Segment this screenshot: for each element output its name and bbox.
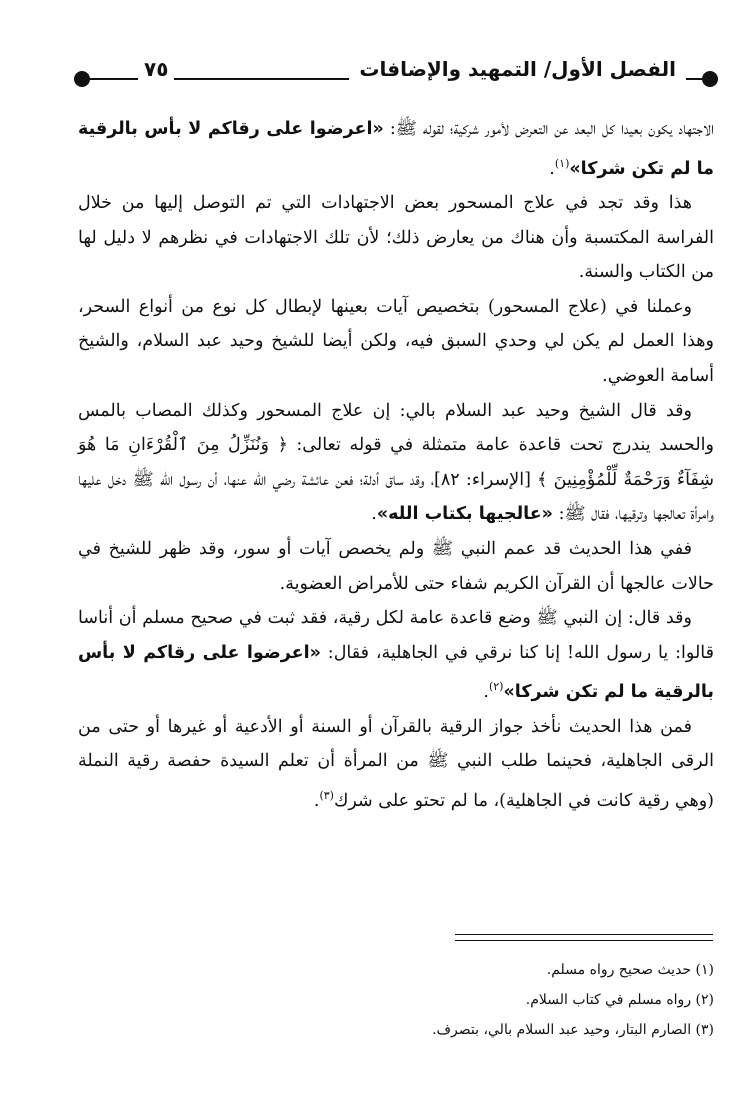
paragraph-tail: . (313, 790, 320, 811)
chapter-title: الفصل الأول/ التمهيد والإضافات (349, 57, 686, 81)
footnote-separator (455, 934, 713, 935)
hadith-quote: «اعرضوا على رقاكم لا بأس بالرقية ما لم تكن شركا» (78, 642, 714, 703)
paragraph-text: وقد قال الشيخ وحيد عبد السلام بالي: إن علاج المسحور وكذلك المصاب بالمس والحسد يندرج تحت قاعدة عامة متمثلة في قوله تعالى: ﴿ وَنُنَزِّلُ مِنَ ٱلْقُرْءَانِ مَا هُوَ شِفَآءٌ وَرَحْمَةٌ لِّلْمُؤْمِنِينَ ﴾ [الإسراء: ٨٢]، وقد ساق أدلة؛ فعن عائشة رضي الله عنها، أن رسول الله ﷺ دخل عليها وامرأة تعالجها وترقيها، فقال ﷺ: (78, 400, 714, 525)
footnote-ref: (٢) (488, 680, 504, 694)
hadith-quote: «اعرضوا على رقاكم لا بأس بالرقية ما لم تكن شركا» (78, 119, 714, 179)
paragraph-2 (78, 186, 714, 290)
paragraph-tail: . (549, 158, 555, 179)
main-text (78, 112, 714, 818)
footnotes (74, 955, 714, 1045)
footnote-ref: (١) (554, 156, 570, 170)
paragraph-5 (78, 532, 714, 601)
paragraph-3 (78, 290, 714, 394)
paragraph-text: فمن هذا الحديث نأخذ جواز الرقية بالقرآن أو السنة أو الأدعية أو غيرها أو حتى من الرقى الجاهلية، فحينما طلب النبي ﷺ من المرأة أن تعلم السيدة حفصة رقية النملة (وهي رقية كانت في الجاهلية)، ما لم تحتو على شرك (78, 716, 714, 811)
footnote-2: (٢) رواه مسلم في كتاب السلام. (525, 992, 714, 1008)
paragraph-tail: . (371, 504, 377, 525)
paragraph-text: وقد قال: إن النبي ﷺ وضع قاعدة عامة لكل رقية، فقد ثبت في صحيح مسلم أن أناسا قالوا: يا رسول الله! إنا كنا نرقي في الجاهلية، فقال: (78, 608, 714, 663)
paragraph-6 (78, 601, 714, 710)
paragraph-4 (78, 394, 714, 532)
paragraph-7 (78, 710, 714, 819)
hadith-quote: «عالجيها بكتاب الله» (376, 504, 553, 525)
page-header (80, 52, 710, 94)
footnote-ref: (٣) (319, 788, 334, 802)
paragraph-tail: . (483, 682, 489, 703)
footnote-3: (٣) الصارم البتار، وحيد عبد السلام بالي، بتصرف. (432, 1022, 714, 1038)
header-right-dot (702, 71, 718, 87)
paragraph-text: وعملنا في (علاج المسحور) بتخصيص آيات بعينها لإبطال كل نوع من أنواع السحر، وهذا العمل لم يكن لي وحدي السبق فيه، ولكن أيضا للشيخ وحيد عبد السلام، والشيخ أسامة العوضي. (78, 296, 714, 386)
header-left-dot (74, 71, 90, 87)
footnote-1: (١) حديث صحيح رواه مسلم. (546, 962, 714, 978)
paragraph-text: الاجتهاد يكون بعيدا كل البعد عن التعرض لأمور شركية؛ لقوله ﷺ: (383, 119, 714, 139)
paragraph-text: ففي هذا الحديث قد عمم النبي ﷺ ولم يخصص آيات أو سور، وقد ظهر للشيخ في حالات عالجها أن القرآن الكريم شفاء حتى للأمراض العضوية. (78, 538, 714, 594)
paragraph-text: هذا وقد تجد في علاج المسحور بعض الاجتهادات التي تم التوصل إليها من خلال الفراسة المكتسبة وأن هناك من يعارض ذلك؛ لأن تلك الاجتهادات في نظرهم لا دليل لها من الكتاب والسنة. (78, 193, 714, 283)
paragraph-1 (78, 112, 714, 186)
footnote-separator-second (455, 940, 713, 941)
page-number: ٧٥ (138, 57, 174, 81)
